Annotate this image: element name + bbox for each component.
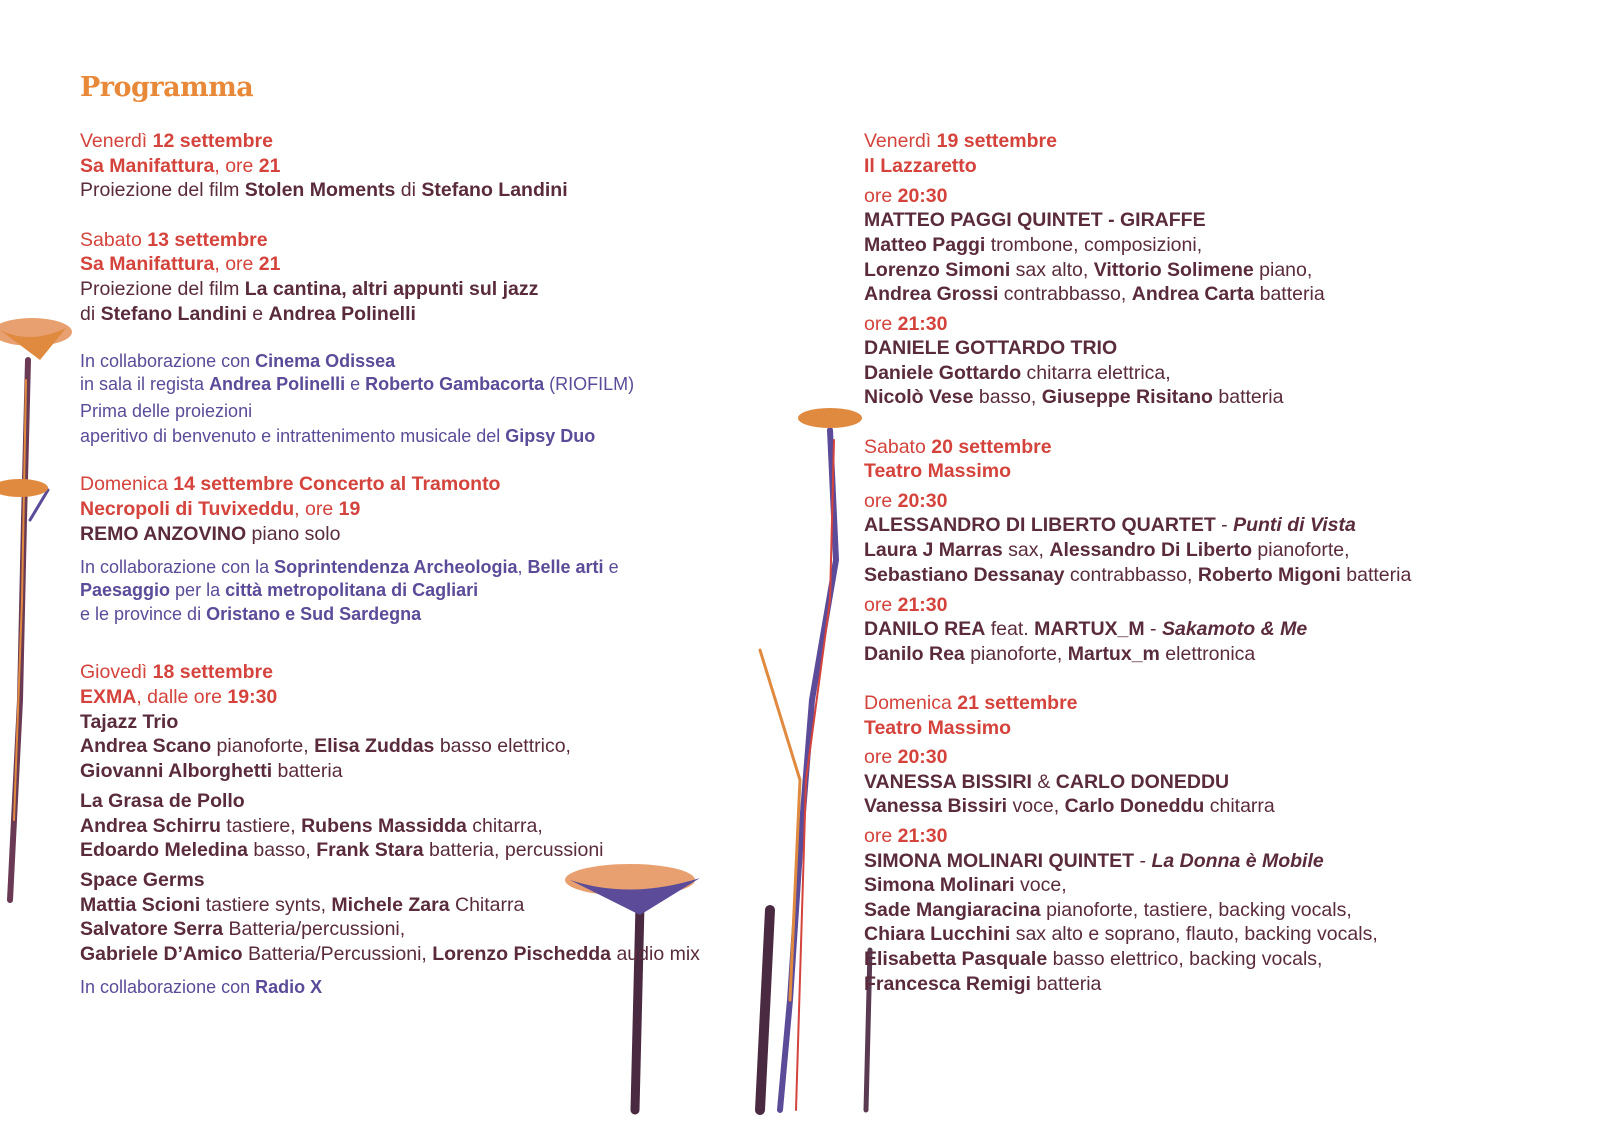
emphasis-text: 19:30 bbox=[227, 686, 278, 708]
right-body-line bbox=[864, 385, 1283, 409]
emphasis-text: Soprintendenza Archeologia bbox=[274, 557, 518, 577]
text: aperitivo di benvenuto e intrattenimento musicale del bbox=[80, 426, 506, 446]
text: pianoforte, bbox=[1251, 539, 1350, 561]
emphasis-text: 21:30 bbox=[897, 313, 948, 335]
text: , dalle ore bbox=[136, 686, 228, 708]
text: piano solo bbox=[246, 523, 341, 545]
left-body-line bbox=[80, 710, 178, 734]
emphasis-text: Giovanni Alborghetti bbox=[80, 760, 273, 782]
emphasis-text: Martux_m bbox=[1067, 643, 1160, 665]
text: In collaborazione con bbox=[80, 977, 256, 997]
emphasis-text: Elisabetta Pasquale bbox=[864, 948, 1048, 970]
right-venue-line bbox=[864, 459, 1011, 483]
text: feat. bbox=[985, 618, 1035, 640]
text: chitarra elettrica, bbox=[1021, 362, 1171, 384]
emphasis-text: Necropoli di Tuvixeddu bbox=[80, 498, 295, 520]
right-venue-line bbox=[864, 716, 1011, 740]
emphasis-text: Sa Manifattura bbox=[80, 253, 215, 275]
left-date-line bbox=[80, 472, 500, 496]
text: Proiezione del film bbox=[80, 179, 245, 201]
text: tastiere synts, bbox=[200, 894, 332, 916]
text: Prima delle proiezioni bbox=[80, 401, 253, 421]
text: e bbox=[603, 557, 619, 577]
emphasis-text: Andrea Polinelli bbox=[209, 374, 346, 394]
emphasis-text: 14 settembre Concerto al Tramonto bbox=[173, 473, 501, 495]
left-body-line bbox=[80, 522, 340, 546]
text: Sabato bbox=[80, 229, 148, 251]
emphasis-text: 20:30 bbox=[897, 746, 948, 768]
emphasis-text: Lorenzo Simoni bbox=[864, 259, 1011, 281]
left-body-line bbox=[80, 814, 543, 838]
left-body-line bbox=[80, 917, 405, 941]
right-date-line bbox=[864, 824, 947, 848]
left-body-line bbox=[80, 277, 538, 301]
right-body-line bbox=[864, 972, 1101, 996]
emphasis-text: 13 settembre bbox=[147, 229, 268, 251]
left-collab-line bbox=[80, 975, 322, 999]
emphasis-text: Belle arti bbox=[527, 557, 604, 577]
emphasis-text: 21:30 bbox=[897, 594, 948, 616]
right-date-line bbox=[864, 129, 1057, 153]
text: Giovedì bbox=[80, 661, 153, 683]
text: e le province di bbox=[80, 604, 207, 624]
text: Venerdì bbox=[80, 130, 153, 152]
right-date-line bbox=[864, 489, 947, 513]
text: Batteria/Percussioni, bbox=[242, 943, 433, 965]
text: Domenica bbox=[80, 473, 174, 495]
emphasis-text: Tajazz Trio bbox=[80, 711, 179, 733]
emphasis-text: 20 settembre bbox=[931, 436, 1052, 458]
text: (RIOFILM) bbox=[544, 374, 635, 394]
emphasis-text: Sa Manifattura bbox=[80, 155, 215, 177]
emphasis-text: Nicolò Vese bbox=[864, 386, 974, 408]
text: pianoforte, bbox=[211, 735, 315, 757]
text: e bbox=[246, 303, 269, 325]
text: chitarra bbox=[1204, 795, 1275, 817]
right-body-line bbox=[864, 513, 1356, 537]
emphasis-text: Roberto Gambacorta bbox=[365, 374, 545, 394]
text: piano, bbox=[1253, 259, 1313, 281]
emphasis-text: Space Germs bbox=[80, 869, 205, 891]
right-body-line bbox=[864, 233, 1202, 257]
text: tastiere, bbox=[220, 815, 302, 837]
emphasis-text: 18 settembre bbox=[152, 661, 273, 683]
text: in sala il regista bbox=[80, 374, 210, 394]
right-body-line bbox=[864, 258, 1312, 282]
emphasis-text: Carlo Doneddu bbox=[1064, 795, 1205, 817]
text: pianoforte, bbox=[964, 643, 1068, 665]
left-body-line bbox=[80, 178, 568, 202]
right-body-line bbox=[864, 794, 1275, 818]
text: - bbox=[1144, 618, 1162, 640]
text: Chitarra bbox=[449, 894, 525, 916]
text: ore bbox=[864, 313, 898, 335]
emphasis-text: Vittorio Solimene bbox=[1093, 259, 1254, 281]
emphasis-text: Edoardo Meledina bbox=[80, 839, 248, 861]
left-venue-line bbox=[80, 685, 277, 709]
text: Domenica bbox=[864, 692, 958, 714]
emphasis-text: 19 bbox=[338, 498, 361, 520]
emphasis-text: MARTUX_M bbox=[1034, 618, 1145, 640]
right-date-line bbox=[864, 745, 947, 769]
emphasis-text: 21 bbox=[258, 253, 281, 275]
emphasis-text: DANILO REA bbox=[864, 618, 986, 640]
emphasis-text: Sade Mangiaracina bbox=[864, 899, 1041, 921]
emphasis-text: Stefano Landini bbox=[100, 303, 247, 325]
text: basso, bbox=[247, 839, 317, 861]
text: sax alto e soprano, flauto, backing vocals, bbox=[1010, 923, 1378, 945]
left-body-line bbox=[80, 838, 604, 862]
text: elettronica bbox=[1159, 643, 1256, 665]
left-body-line bbox=[80, 942, 700, 966]
text: Proiezione del film bbox=[80, 278, 245, 300]
text: sax, bbox=[1002, 539, 1050, 561]
emphasis-text: Paesaggio bbox=[80, 580, 171, 600]
text: voce, bbox=[1014, 874, 1067, 896]
page-title: Programma bbox=[80, 72, 254, 103]
left-collab-line bbox=[80, 372, 634, 396]
right-body-line bbox=[864, 538, 1350, 562]
left-body-line bbox=[80, 893, 524, 917]
emphasis-text: DANIELE GOTTARDO TRIO bbox=[864, 337, 1118, 359]
emphasis-text: Elisa Zuddas bbox=[314, 735, 435, 757]
right-body-line bbox=[864, 642, 1255, 666]
emphasis-text: Sebastiano Dessanay bbox=[864, 564, 1065, 586]
text: , ore bbox=[214, 155, 259, 177]
text: , ore bbox=[214, 253, 259, 275]
text: e bbox=[345, 374, 366, 394]
emphasis-text: La Donna è Mobile bbox=[1151, 850, 1324, 872]
emphasis-text: Stolen Moments bbox=[244, 179, 396, 201]
left-collab-line bbox=[80, 349, 395, 373]
text: batteria bbox=[1340, 564, 1412, 586]
text: , ore bbox=[294, 498, 339, 520]
text: batteria bbox=[272, 760, 343, 782]
emphasis-text: Andrea Carta bbox=[1131, 283, 1255, 305]
text: & bbox=[1031, 771, 1056, 793]
left-collab-line bbox=[80, 555, 619, 579]
emphasis-text: 20:30 bbox=[897, 490, 948, 512]
left-body-line bbox=[80, 759, 343, 783]
emphasis-text: Sakamoto & Me bbox=[1161, 618, 1308, 640]
emphasis-text: La Grasa de Pollo bbox=[80, 790, 245, 812]
right-date-line bbox=[864, 184, 947, 208]
emphasis-text: Matteo Paggi bbox=[864, 234, 986, 256]
left-venue-line bbox=[80, 252, 281, 276]
left-date-line bbox=[80, 660, 273, 684]
emphasis-text: Gipsy Duo bbox=[505, 426, 596, 446]
emphasis-text: La cantina, altri appunti sul jazz bbox=[244, 278, 539, 300]
right-body-line bbox=[864, 873, 1067, 897]
emphasis-text: Chiara Lucchini bbox=[864, 923, 1011, 945]
right-date-line bbox=[864, 312, 947, 336]
emphasis-text: Giuseppe Risitano bbox=[1041, 386, 1213, 408]
text: - bbox=[1215, 514, 1234, 536]
left-venue-line bbox=[80, 497, 360, 521]
emphasis-text: Teatro Massimo bbox=[864, 717, 1012, 739]
emphasis-text: città metropolitana di Cagliari bbox=[225, 580, 479, 600]
emphasis-text: Francesca Remigi bbox=[864, 973, 1031, 995]
text: voce, bbox=[1007, 795, 1065, 817]
left-date-line bbox=[80, 129, 273, 153]
text: basso elettrico, bbox=[434, 735, 571, 757]
emphasis-text: Oristano e Sud Sardegna bbox=[206, 604, 422, 624]
text: di bbox=[395, 179, 422, 201]
text: batteria, percussioni bbox=[423, 839, 604, 861]
text: per la bbox=[170, 580, 226, 600]
left-body-line bbox=[80, 868, 205, 892]
right-body-line bbox=[864, 208, 1206, 232]
text: Venerdì bbox=[864, 130, 937, 152]
text: In collaborazione con bbox=[80, 351, 256, 371]
left-collab-line bbox=[80, 602, 421, 626]
left-body-line bbox=[80, 302, 416, 326]
right-body-line bbox=[864, 898, 1352, 922]
right-date-line bbox=[864, 593, 947, 617]
text: , bbox=[517, 557, 528, 577]
text: trombone, composizioni, bbox=[985, 234, 1203, 256]
right-date-line bbox=[864, 691, 1078, 715]
left-collab-line bbox=[80, 578, 478, 602]
emphasis-text: 21:30 bbox=[897, 825, 948, 847]
emphasis-text: Salvatore Serra bbox=[80, 918, 224, 940]
emphasis-text: Gabriele D’Amico bbox=[80, 943, 243, 965]
text: ore bbox=[864, 594, 898, 616]
text: contrabbasso, bbox=[1064, 564, 1198, 586]
emphasis-text: Andrea Polinelli bbox=[268, 303, 416, 325]
text: contrabbasso, bbox=[998, 283, 1132, 305]
text: batteria bbox=[1254, 283, 1325, 305]
emphasis-text: 21 settembre bbox=[957, 692, 1078, 714]
text: di bbox=[80, 303, 101, 325]
right-venue-line bbox=[864, 154, 977, 178]
text: In collaborazione con la bbox=[80, 557, 275, 577]
emphasis-text: EXMA bbox=[80, 686, 137, 708]
right-body-line bbox=[864, 770, 1229, 794]
emphasis-text: REMO ANZOVINO bbox=[80, 523, 247, 545]
emphasis-text: 20:30 bbox=[897, 185, 948, 207]
text: ore bbox=[864, 490, 898, 512]
emphasis-text: MATTEO PAGGI QUINTET - GIRAFFE bbox=[864, 209, 1206, 231]
text: batteria bbox=[1212, 386, 1284, 408]
left-body-line bbox=[80, 734, 571, 758]
right-body-line bbox=[864, 563, 1411, 587]
emphasis-text: Andrea Schirru bbox=[80, 815, 221, 837]
emphasis-text: 12 settembre bbox=[152, 130, 273, 152]
emphasis-text: ALESSANDRO DI LIBERTO QUARTET bbox=[864, 514, 1216, 536]
emphasis-text: Daniele Gottardo bbox=[864, 362, 1022, 384]
text: Sabato bbox=[864, 436, 932, 458]
left-venue-line bbox=[80, 154, 281, 178]
emphasis-text: SIMONA MOLINARI QUINTET bbox=[864, 850, 1135, 872]
emphasis-text: Simona Molinari bbox=[864, 874, 1015, 896]
emphasis-text: Andrea Scano bbox=[80, 735, 212, 757]
right-body-line bbox=[864, 282, 1325, 306]
text: basso, bbox=[973, 386, 1042, 408]
left-body-line bbox=[80, 789, 245, 813]
emphasis-text: Danilo Rea bbox=[864, 643, 965, 665]
emphasis-text: Michele Zara bbox=[331, 894, 450, 916]
emphasis-text: Rubens Massidda bbox=[301, 815, 467, 837]
emphasis-text: Teatro Massimo bbox=[864, 460, 1012, 482]
emphasis-text: Mattia Scioni bbox=[80, 894, 201, 916]
text: pianoforte, tastiere, backing vocals, bbox=[1040, 899, 1352, 921]
left-collab-line bbox=[80, 399, 252, 423]
emphasis-text: 19 settembre bbox=[936, 130, 1057, 152]
emphasis-text: Laura J Marras bbox=[864, 539, 1003, 561]
emphasis-text: Roberto Migoni bbox=[1197, 564, 1341, 586]
emphasis-text: CARLO DONEDDU bbox=[1055, 771, 1230, 793]
right-body-line bbox=[864, 922, 1378, 946]
text: sax alto, bbox=[1010, 259, 1094, 281]
emphasis-text: Alessandro Di Liberto bbox=[1049, 539, 1252, 561]
emphasis-text: Il Lazzaretto bbox=[864, 155, 977, 177]
text: Batteria/percussioni, bbox=[223, 918, 406, 940]
emphasis-text: Andrea Grossi bbox=[864, 283, 999, 305]
emphasis-text: Vanessa Bissiri bbox=[864, 795, 1008, 817]
text: audio mix bbox=[611, 943, 700, 965]
emphasis-text: Cinema Odissea bbox=[255, 351, 396, 371]
emphasis-text: 21 bbox=[258, 155, 281, 177]
right-body-line bbox=[864, 617, 1307, 641]
right-body-line bbox=[864, 947, 1322, 971]
emphasis-text: Stefano Landini bbox=[421, 179, 568, 201]
left-collab-line bbox=[80, 424, 595, 448]
text: - bbox=[1134, 850, 1152, 872]
left-date-line bbox=[80, 228, 268, 252]
emphasis-text: Frank Stara bbox=[316, 839, 424, 861]
text: batteria bbox=[1030, 973, 1102, 995]
right-body-line bbox=[864, 361, 1171, 385]
text: ore bbox=[864, 746, 898, 768]
emphasis-text: Lorenzo Pischedda bbox=[432, 943, 612, 965]
text: chitarra, bbox=[466, 815, 543, 837]
right-date-line bbox=[864, 435, 1052, 459]
text: ore bbox=[864, 185, 898, 207]
emphasis-text: Radio X bbox=[255, 977, 323, 997]
emphasis-text: VANESSA BISSIRI bbox=[864, 771, 1032, 793]
right-body-line bbox=[864, 336, 1117, 360]
emphasis-text: Punti di Vista bbox=[1233, 514, 1356, 536]
text: basso elettrico, backing vocals, bbox=[1047, 948, 1323, 970]
text: ore bbox=[864, 825, 898, 847]
right-body-line bbox=[864, 849, 1324, 873]
